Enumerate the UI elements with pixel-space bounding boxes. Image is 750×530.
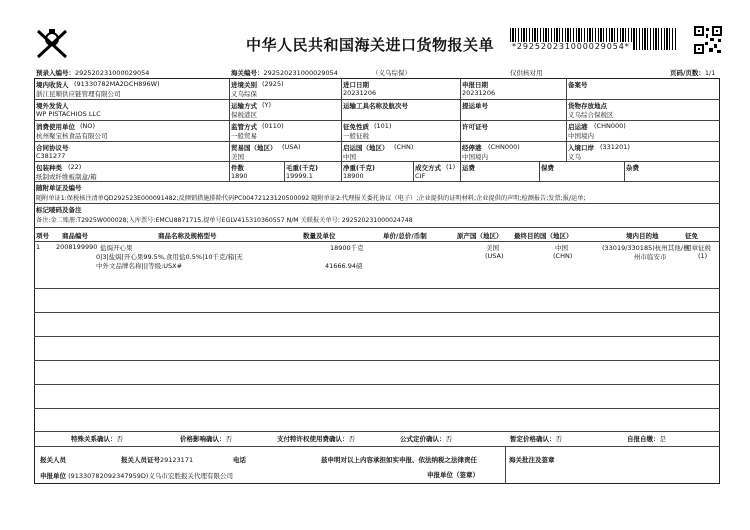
consignee-code: (91330782MA2DCH896W) xyxy=(74,80,160,88)
import-date: 20231206 xyxy=(343,89,377,97)
item-name: 盐焗开心果 xyxy=(100,244,133,252)
deal-mode: CIF xyxy=(415,172,426,180)
provisional-price-confirm: 暂定价格确认：否 xyxy=(510,435,562,443)
transport-label: 运输方式 xyxy=(231,102,257,110)
col-header-dest: 境内目的地 xyxy=(626,232,659,240)
entry-border: 义乌 xyxy=(568,153,581,161)
col-header-name: 商品名称及规格型号 xyxy=(158,232,217,240)
item-origin-code: (USA) xyxy=(485,252,504,260)
col-header-exempt: 征免 xyxy=(685,232,698,240)
origin-port: 中国境内 xyxy=(568,132,594,140)
page-count: 页码/页数：1/1 xyxy=(670,69,716,77)
item-no: 1 xyxy=(36,243,41,251)
customs-number: 海关编号：292520231000029054 xyxy=(231,69,338,77)
pack-label: 包装种类 xyxy=(36,164,62,172)
storage-label: 货物存放地点 xyxy=(568,102,607,110)
net-weight: 18900 xyxy=(343,172,364,180)
col-header-qty: 数量及单位 xyxy=(303,232,336,240)
special-relation-confirm: 特殊关系确认：否 xyxy=(71,435,123,443)
declare-date: 20231206 xyxy=(462,89,496,97)
barcode-text: *292520231000029054* xyxy=(512,42,630,51)
verify-note: 仅供核对用 xyxy=(510,69,543,77)
logo-icon xyxy=(34,27,70,61)
transport-mode: 保税港区 xyxy=(231,111,257,119)
transit-code: (CHN000) xyxy=(488,143,520,151)
phone-label: 电话 xyxy=(233,456,246,464)
contract-label: 合同协议号 xyxy=(36,144,69,152)
declare-date-label: 申报日期 xyxy=(462,81,488,89)
entry-border-label: 入境口岸 xyxy=(568,144,594,152)
supervise-code: (0110) xyxy=(262,122,284,130)
gross-weight: 19999.1 xyxy=(286,172,313,180)
col-header-price: 单价/总价/币制 xyxy=(383,232,427,240)
insurance-label: 保费 xyxy=(541,164,554,172)
shipper-label: 境外发货人 xyxy=(36,102,69,110)
supervise-label: 监管方式 xyxy=(231,123,257,131)
origin-port-code: (CHN000) xyxy=(594,122,626,130)
marks-text: 备注:金二账册:T2925W000028;入库票号:EMCU8871715,提单号EGLV415310360557 N/M 关联报关单号: 292520231000024748 xyxy=(36,217,413,224)
declarant-label: 报关人员 xyxy=(40,456,66,464)
consumer-name: 杭州聚宝核食品有限公司 xyxy=(36,132,108,140)
col-header-code: 商品编号 xyxy=(62,232,88,240)
deal-label: 成交方式 xyxy=(415,164,441,172)
deal-code: (1) xyxy=(446,163,456,171)
bl-label: 提运单号 xyxy=(462,102,488,110)
pieces-label: 件数 xyxy=(231,164,244,172)
item-code: 2008199990 xyxy=(56,243,98,251)
vessel-label: 运输工具名称及航次号 xyxy=(343,102,408,110)
pack-code: (22) xyxy=(68,163,82,171)
qr-code-icon xyxy=(694,26,722,54)
item-qty-secondary: 41666.94磅 xyxy=(325,262,363,270)
depart-country-label: 启运国（地区） xyxy=(343,144,389,152)
entry-port-code: (2925) xyxy=(262,80,284,88)
customs-office-name: （义乌综保） xyxy=(372,69,411,77)
depart-country: 中国 xyxy=(343,153,356,161)
item-final: 中国 xyxy=(555,244,568,252)
royalty-confirm: 支付特许权使用费确认：否 xyxy=(277,435,355,443)
item-destination: (33019/330185)杭州其他/杭 xyxy=(602,244,690,252)
price-impact-confirm: 价格影响确认：否 xyxy=(180,435,232,443)
declarant-id: 报关人员证号29123171 xyxy=(121,456,194,464)
origin-port-label: 启运港 xyxy=(568,123,588,131)
entry-port: 义乌综保 xyxy=(231,90,257,98)
self-declare: 自报自缴：是 xyxy=(627,435,666,443)
item-qty-primary: 18900千克 xyxy=(330,244,364,252)
contract-number: C381277 xyxy=(36,152,66,160)
transport-code: (Y) xyxy=(262,101,272,109)
license-label: 许可证号 xyxy=(462,123,488,131)
supervise-mode: 一般贸易 xyxy=(231,132,257,140)
trade-country-code: (USA) xyxy=(282,143,301,151)
page-title: 中华人民共和国海关进口货物报关单 xyxy=(246,36,495,54)
legal-statement: 兹申明对以上内容承担如实申报、依法纳税之法律责任 xyxy=(321,456,477,464)
consignee-label: 境内收货人 xyxy=(36,81,69,89)
item-origin: 美国 xyxy=(486,244,499,252)
pieces: 1890 xyxy=(231,172,248,180)
customs-note-label: 海关批注及签章 xyxy=(509,456,555,464)
pack-type: 纸制或纤维板制盒/箱 xyxy=(36,173,97,181)
item-final-code: (CHN) xyxy=(553,252,573,260)
marks-label: 标记唛码及备注 xyxy=(36,206,82,214)
item-spec-line1: 0|3|盐焗|开心果99.5%,食用盐0.5%|10千克/箱|无 xyxy=(96,253,243,261)
filing-label: 备案号 xyxy=(568,81,588,89)
net-weight-label: 净重(千克) xyxy=(343,164,375,172)
transit-port: 中国境内 xyxy=(462,153,488,161)
storage-location: 义乌综合保税区 xyxy=(568,111,614,119)
tax-label: 征免性质 xyxy=(343,123,369,131)
declaration-form xyxy=(34,78,720,484)
misc-fee-label: 杂费 xyxy=(626,164,639,172)
col-header-final: 最终目的国（地区） xyxy=(514,232,573,240)
consignee-name: 浙江昆顺供应链管理有限公司 xyxy=(36,90,121,98)
consumer-label: 消费使用单位 xyxy=(36,123,75,131)
trade-country-label: 贸易国（地区） xyxy=(231,144,277,152)
transit-label: 经停港 xyxy=(462,144,482,152)
pre-entry-number: 预录入编号：292520231000029054 xyxy=(36,69,150,77)
formula-price-confirm: 公式定价确认：否 xyxy=(400,435,452,443)
item-exempt-code: (1) xyxy=(698,252,708,260)
unit-stamp-label: 申报单位（签章） xyxy=(427,471,479,479)
docs-text: 随附单证1:保税核注清单QD292523E000091482;反倾销措施排除代码PC00472123120500092 随附单证2:代理报关委托协议（电子）;企业提供的证明材料;企业提供的声明;检测报告;发票;报/运单; xyxy=(36,195,586,202)
entry-port-label: 进境关别 xyxy=(231,81,257,89)
declaring-unit: 申报单位 (91330782092347959D)义乌市宏胜报关代理有限公司 xyxy=(40,472,233,480)
freight-label: 运费 xyxy=(462,164,475,172)
depart-country-code: (CHN) xyxy=(394,143,414,151)
consumer-code: (NO) xyxy=(80,122,96,130)
tax-nature: 一般征税 xyxy=(343,132,369,140)
col-header-no: 项号 xyxy=(36,232,49,240)
item-destination-line2: 州市临安市 xyxy=(634,253,667,261)
item-exempt: 照章征税 xyxy=(685,244,711,252)
import-date-label: 进口日期 xyxy=(343,81,369,89)
entry-border-code: (331201) xyxy=(600,143,630,151)
item-spec-line2: 中外文品牌名称|||等级:USX# xyxy=(96,262,183,270)
docs-label: 随附单证及编号 xyxy=(36,184,82,192)
gross-weight-label: 毛重(千克) xyxy=(286,164,318,172)
trade-country: 美国 xyxy=(231,153,244,161)
col-header-origin: 原产国（地区） xyxy=(457,232,503,240)
tax-code: (101) xyxy=(374,122,392,130)
shipper-name: WP PISTACHIOS LLC xyxy=(36,110,101,118)
